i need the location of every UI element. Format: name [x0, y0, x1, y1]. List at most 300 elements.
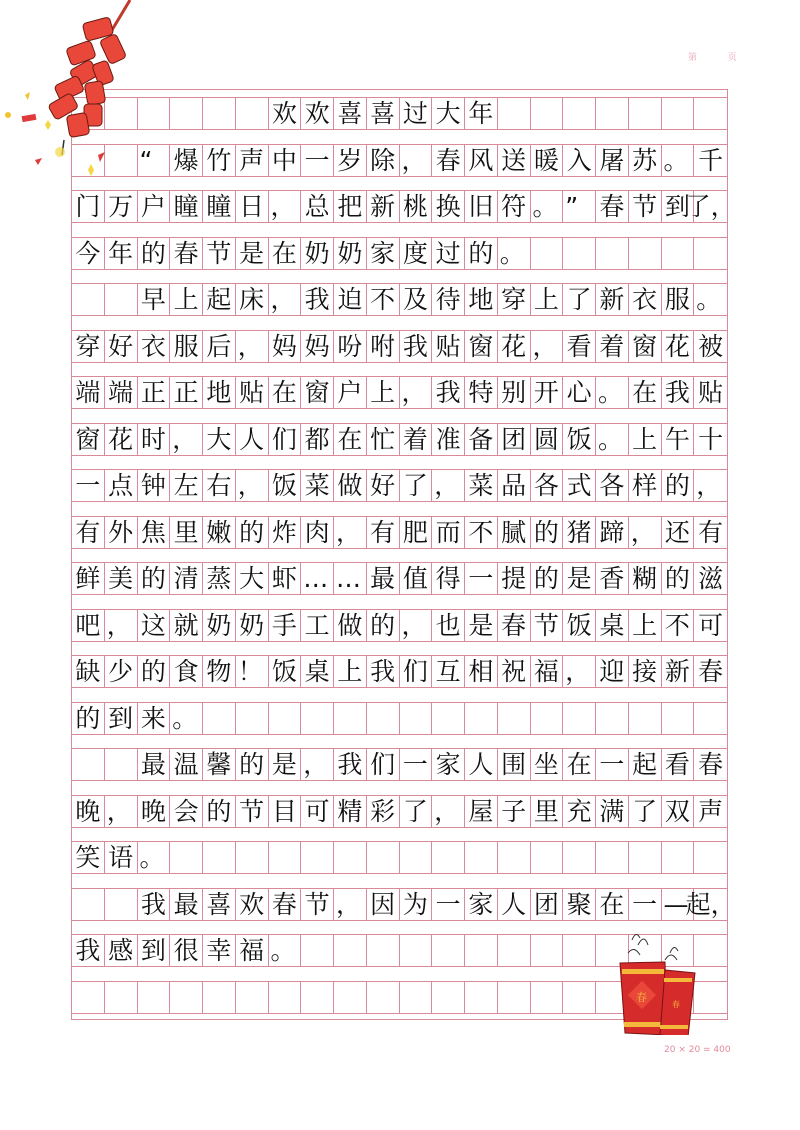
page-number-mark: 第 页: [688, 53, 751, 63]
grid-cell: [367, 703, 400, 734]
grid-cell: [334, 982, 367, 1013]
grid-cell: 春: [698, 750, 724, 779]
grid-cell: —: [662, 889, 695, 920]
grid-cell: …: [334, 563, 367, 594]
grid-cell: 蒸: [203, 563, 236, 594]
grid-cell: 年: [465, 98, 498, 129]
grid-cell: 提: [498, 563, 531, 594]
grid-cell: 满: [596, 796, 629, 827]
grid-cell: ，: [269, 284, 302, 315]
grid-cell: [662, 238, 695, 269]
grid-cell: 猪: [563, 517, 596, 548]
grid-cell: 的: [138, 238, 171, 269]
grid-cell: 还: [662, 517, 695, 548]
grid-cell: 屠: [596, 145, 629, 176]
grid-cell: 的: [367, 610, 400, 641]
grid-cell: [465, 842, 498, 873]
grid-cell: [236, 842, 269, 873]
grid-cell: [367, 935, 400, 966]
grid-cell: 换: [432, 191, 465, 222]
grid-cell: 节: [531, 610, 564, 641]
grid-cell: 喜: [203, 889, 236, 920]
grid-cell: 肥: [400, 517, 433, 548]
grid-cell: 不: [465, 517, 498, 548]
grid-cell: [400, 703, 433, 734]
grid-cell: 彩: [367, 796, 400, 827]
grid-cell: 春: [269, 889, 302, 920]
grid-cell: 来: [138, 703, 171, 734]
grid-cell: 过: [432, 238, 465, 269]
grid-cell: 会: [170, 796, 203, 827]
grid-cell: 点: [105, 470, 138, 501]
grid-cell: [531, 98, 564, 129]
grid-cell: 的: [531, 517, 564, 548]
grid-cell: 风: [465, 145, 498, 176]
grid-cell: 到: [138, 935, 171, 966]
grid-cell: [236, 982, 269, 1013]
grid-cell: [629, 98, 662, 129]
grid-cell: 日: [236, 191, 269, 222]
grid-cell: 我: [400, 331, 433, 362]
grid-cell: 桌: [301, 656, 334, 687]
grid-cell: [531, 703, 564, 734]
grid-cell: 手: [269, 610, 302, 641]
grid-cell: [694, 703, 727, 734]
grid-cell: 上: [170, 284, 203, 315]
grid-cell: [105, 749, 138, 780]
grid-cell: 端: [105, 377, 138, 408]
grid-cell: 年: [105, 238, 138, 269]
grid-cell: [301, 703, 334, 734]
grid-cell: 的: [236, 749, 269, 780]
grid-cell: 物: [203, 656, 236, 687]
grid-cell: 清: [170, 563, 203, 594]
grid-cell: 春: [698, 657, 724, 686]
grid-cell: 度: [400, 238, 433, 269]
grid-cell: 欢: [269, 98, 302, 129]
grid-cell: [432, 703, 465, 734]
grid-cell: [563, 982, 596, 1013]
grid-cell: 一: [432, 889, 465, 920]
grid-cell: 语: [105, 842, 138, 873]
grid-cell: 送: [498, 145, 531, 176]
grid-cell: 最: [138, 749, 171, 780]
grid-cell: [301, 982, 334, 1013]
grid-cell: “: [138, 145, 171, 176]
grid-cell: [203, 842, 236, 873]
grid-row: [72, 888, 736, 921]
grid-cell: 了，: [685, 192, 736, 221]
grid-cell: 值: [400, 563, 433, 594]
grid-cell: 。: [662, 145, 695, 176]
grid-cell: 蹄: [596, 517, 629, 548]
grid-cell: 奶: [236, 610, 269, 641]
grid-cell: 是: [563, 563, 596, 594]
grid-cell: 的: [138, 563, 171, 594]
grid-cell: [203, 982, 236, 1013]
grid-cell: [400, 842, 433, 873]
red-envelopes-icon: [610, 925, 705, 1035]
grid-cell: 可: [698, 610, 724, 640]
grid-cell: [563, 842, 596, 873]
grid-cell: 的: [72, 703, 105, 734]
grid-cell: 花: [498, 331, 531, 362]
grid-cell: 竹: [203, 145, 236, 176]
grid-cell: [498, 982, 531, 1013]
grid-cell: 一: [72, 470, 105, 501]
grid-cell: 屋: [465, 796, 498, 827]
grid-cell: 炸: [269, 517, 302, 548]
grid-cell: 钟: [138, 470, 171, 501]
grid-cell: ，: [170, 424, 203, 455]
grid-cell: 是: [465, 610, 498, 641]
grid-cell: 了: [563, 284, 596, 315]
grid-cell: 午: [662, 424, 695, 455]
grid-cell: 温: [170, 749, 203, 780]
grid-cell: [367, 982, 400, 1013]
grid-cell: 早: [138, 284, 171, 315]
grid-cell: 菜: [465, 470, 498, 501]
grid-cell: 有: [367, 517, 400, 548]
grid-cell: 待: [432, 284, 465, 315]
grid-cell: 穿: [72, 331, 105, 362]
grid-cell: ，: [400, 377, 433, 408]
grid-cell: 一: [301, 145, 334, 176]
grid-cell: 不: [367, 284, 400, 315]
grid-cell: [203, 703, 236, 734]
grid-cell: 双: [662, 796, 695, 827]
grid-cell: 床: [236, 284, 269, 315]
grid-cell: [629, 238, 662, 269]
grid-cell: [563, 238, 596, 269]
grid-cell: 有: [72, 517, 105, 548]
grid-cell: 特: [465, 377, 498, 408]
grid-cell: 欢: [236, 889, 269, 920]
grid-cell: 迫: [334, 284, 367, 315]
grid-cell: 备: [465, 424, 498, 455]
grid-cell: 接: [629, 656, 662, 687]
grid-cell: 开: [531, 377, 564, 408]
grid-cell: 了: [400, 796, 433, 827]
grid-cell: 正: [138, 377, 171, 408]
grid-cell: 晚: [72, 796, 105, 827]
grid-cell: 窗: [465, 331, 498, 362]
grid-cell: 的: [662, 563, 695, 594]
grid-row: [72, 516, 727, 549]
grid-cell: [334, 842, 367, 873]
grid-cell: 们: [400, 656, 433, 687]
grid-cell: ，: [236, 331, 269, 362]
grid-cell: 虾: [269, 563, 302, 594]
grid-cell: 就: [170, 610, 203, 641]
grid-cell: [531, 982, 564, 1013]
grid-cell: [596, 842, 629, 873]
title-row: [72, 97, 727, 130]
grid-cell: 焦: [138, 517, 171, 548]
grid-cell: 咐: [367, 331, 400, 362]
grid-cell: 着: [596, 331, 629, 362]
grid-cell: 别: [498, 377, 531, 408]
grid-row: [72, 795, 727, 828]
grid-cell: 目: [269, 796, 302, 827]
grid-cell: 在: [629, 377, 662, 408]
grid-cell: 被: [698, 331, 724, 361]
grid-cell: 滋: [698, 564, 724, 593]
grid-cell: ，: [400, 610, 433, 641]
grid-cell: 喜: [334, 98, 367, 129]
grid-cell: [531, 935, 564, 966]
grid-cell: 饭: [563, 610, 596, 641]
manuscript-grid: [71, 89, 736, 1020]
grid-cell: 为: [400, 889, 433, 920]
grid-cell: 节: [236, 796, 269, 827]
grid-cell: 上: [629, 424, 662, 455]
grid-cell: 一: [596, 749, 629, 780]
grid-cell: 吩: [334, 331, 367, 362]
grid-cell: [563, 935, 596, 966]
grid-cell: 穿: [498, 284, 531, 315]
grid-cell: 鲜: [72, 563, 105, 594]
grid-cell: 窗: [301, 377, 334, 408]
grid-cell: 。: [138, 842, 171, 873]
grid-cell: [563, 98, 596, 129]
grid-cell: 贴: [236, 377, 269, 408]
grid-cell: [531, 842, 564, 873]
grid-cell: 精: [334, 796, 367, 827]
grid-cell: 。: [596, 377, 629, 408]
grid-row: [72, 376, 727, 409]
grid-cell: 万: [105, 191, 138, 222]
grid-cell: 桌: [596, 610, 629, 641]
grid-cell: 做: [334, 610, 367, 641]
grid-cell: 好: [367, 470, 400, 501]
grid-cell: 团: [498, 424, 531, 455]
grid-cell: 我: [138, 889, 171, 920]
grid-cell: 很: [170, 935, 203, 966]
grid-cell: 菜: [301, 470, 334, 501]
grid-cell: 的: [236, 517, 269, 548]
grid-cell: 的: [465, 238, 498, 269]
grid-cell: 外: [105, 517, 138, 548]
grid-cell: [694, 98, 727, 129]
grid-cell: [138, 98, 171, 129]
grid-row: [72, 841, 727, 874]
grid-cell: [138, 982, 171, 1013]
grid-cell: [662, 842, 695, 873]
grid-cell: ，: [334, 517, 367, 548]
grid-cell: 饭: [269, 470, 302, 501]
grid-cell: ，: [432, 796, 465, 827]
grid-cell: 们: [367, 749, 400, 780]
grid-cell: 春: [432, 145, 465, 176]
grid-cell: 窗: [629, 331, 662, 362]
grid-cell: [105, 889, 138, 920]
grid-count-label: 20 × 20 = 400: [664, 1045, 731, 1055]
grid-cell: [334, 703, 367, 734]
grid-cell: [334, 935, 367, 966]
grid-cell: 里: [531, 796, 564, 827]
grid-cell: 互: [432, 656, 465, 687]
grid-cell: 户: [334, 377, 367, 408]
grid-cell: 贴: [698, 378, 724, 407]
grid-cell: [170, 982, 203, 1013]
grid-cell: [498, 98, 531, 129]
grid-cell: 我: [72, 935, 105, 966]
grid-cell: 奶: [301, 238, 334, 269]
grid-cell: 家: [367, 238, 400, 269]
grid-cell: 感: [105, 935, 138, 966]
grid-cell: ，: [334, 889, 367, 920]
grid-row: [72, 237, 727, 270]
grid-cell: 十: [698, 424, 724, 454]
grid-cell: ，: [432, 470, 465, 501]
grid-cell: 衣: [629, 284, 662, 315]
grid-cell: 。: [170, 703, 203, 734]
grid-cell: [465, 982, 498, 1013]
grid-cell: 一: [400, 749, 433, 780]
grid-cell: 迎: [596, 656, 629, 687]
grid-cell: 春: [170, 238, 203, 269]
grid-cell: 饭: [269, 656, 302, 687]
grid-cell: 起: [203, 284, 236, 315]
grid-cell: 奶: [334, 238, 367, 269]
grid-cell: 。: [269, 935, 302, 966]
grid-cell: …: [301, 563, 334, 594]
grid-cell: 子: [498, 796, 531, 827]
grid-cell: 旧: [465, 191, 498, 222]
grid-cell: 我: [301, 284, 334, 315]
grid-cell: 不: [662, 610, 695, 641]
grid-cell: 工: [301, 610, 334, 641]
grid-row: [72, 283, 727, 316]
grid-cell: 了: [400, 470, 433, 501]
grid-cell: 上: [629, 610, 662, 641]
grid-cell: ，: [269, 191, 302, 222]
grid-cell: [400, 935, 433, 966]
grid-cell: 服: [662, 284, 695, 315]
grid-cell: 福: [531, 656, 564, 687]
grid-row: [72, 655, 727, 688]
grid-cell: 时: [138, 424, 171, 455]
grid-cell: 相: [465, 656, 498, 687]
envelope-label: 春: [636, 991, 647, 1004]
grid-cell: [105, 284, 138, 315]
grid-cell: 里: [170, 517, 203, 548]
grid-cell: [694, 238, 727, 269]
grid-cell: 而: [432, 517, 465, 548]
firecrackers-icon: [0, 0, 140, 185]
grid-cell: 幸: [203, 935, 236, 966]
grid-cell: 瞳: [203, 191, 236, 222]
grid-cell: 节: [203, 238, 236, 269]
grid-row: [72, 190, 736, 223]
grid-cell: 苏: [629, 145, 662, 176]
grid-cell: 品: [498, 470, 531, 501]
grid-cell: 好: [105, 331, 138, 362]
grid-cell: 妈: [269, 331, 302, 362]
grid-cell: 充: [563, 796, 596, 827]
grid-cell: 妈: [301, 331, 334, 362]
grid-cell: [301, 935, 334, 966]
grid-cell: 最: [367, 563, 400, 594]
grid-cell: [563, 703, 596, 734]
grid-cell: 各: [596, 470, 629, 501]
grid-cell: [72, 749, 105, 780]
grid-cell: 贴: [432, 331, 465, 362]
grid-cell: 忙: [367, 424, 400, 455]
grid-cell: 做: [334, 470, 367, 501]
grid-cell: 。: [531, 191, 564, 222]
grid-cell: 笑: [72, 842, 105, 873]
grid-cell: [105, 982, 138, 1013]
grid-cell: 人: [236, 424, 269, 455]
grid-cell: 在: [269, 377, 302, 408]
grid-cell: 糊: [629, 563, 662, 594]
grid-cell: 大: [432, 98, 465, 129]
grid-cell: 食: [170, 656, 203, 687]
grid-cell: [269, 982, 302, 1013]
grid-cell: 起: [629, 749, 662, 780]
grid-cell: 最: [170, 889, 203, 920]
grid-cell: 。: [596, 424, 629, 455]
grid-cell: 花: [105, 424, 138, 455]
grid-cell: 门: [72, 191, 105, 222]
grid-cell: [72, 982, 105, 1013]
grid-cell: 着: [400, 424, 433, 455]
grid-cell: 欢: [301, 98, 334, 129]
grid-cell: 端: [72, 377, 105, 408]
grid-cell: 节: [301, 889, 334, 920]
grid-cell: 花: [662, 331, 695, 362]
grid-cell: [596, 238, 629, 269]
grid-cell: 是: [269, 749, 302, 780]
grid-cell: 总: [301, 191, 334, 222]
grid-cell: 缺: [72, 656, 105, 687]
grid-cell: 饭: [563, 424, 596, 455]
grid-cell: 了: [629, 796, 662, 827]
grid-cell: 声: [698, 796, 724, 826]
grid-cell: 千: [698, 145, 724, 175]
grid-cell: 到: [105, 703, 138, 734]
grid-cell: [596, 98, 629, 129]
grid-cell: 心: [563, 377, 596, 408]
grid-cell: 上: [367, 377, 400, 408]
grid-cell: 腻: [498, 517, 531, 548]
grid-cell: 晚: [138, 796, 171, 827]
grid-cell: 后: [203, 331, 236, 362]
grid-cell: 得: [432, 563, 465, 594]
grid-row: [72, 144, 727, 177]
grid-cell: [72, 284, 105, 315]
grid-cell: 的: [138, 656, 171, 687]
grid-cell: 样: [629, 470, 662, 501]
grid-cell: 围: [498, 749, 531, 780]
grid-cell: 岁: [334, 145, 367, 176]
grid-row: [72, 423, 727, 456]
grid-cell: 过: [400, 98, 433, 129]
grid-cell: 一: [465, 563, 498, 594]
grid-cell: 人: [498, 889, 531, 920]
grid-cell: 地: [465, 284, 498, 315]
grid-cell: [694, 842, 727, 873]
grid-cell: 服: [170, 331, 203, 362]
grid-cell: ，: [563, 656, 596, 687]
grid-cell: 奶: [203, 610, 236, 641]
grid-cell: 式: [563, 470, 596, 501]
grid-cell: ，: [301, 749, 334, 780]
grid-cell: 有: [698, 517, 724, 547]
grid-row: [72, 748, 727, 781]
